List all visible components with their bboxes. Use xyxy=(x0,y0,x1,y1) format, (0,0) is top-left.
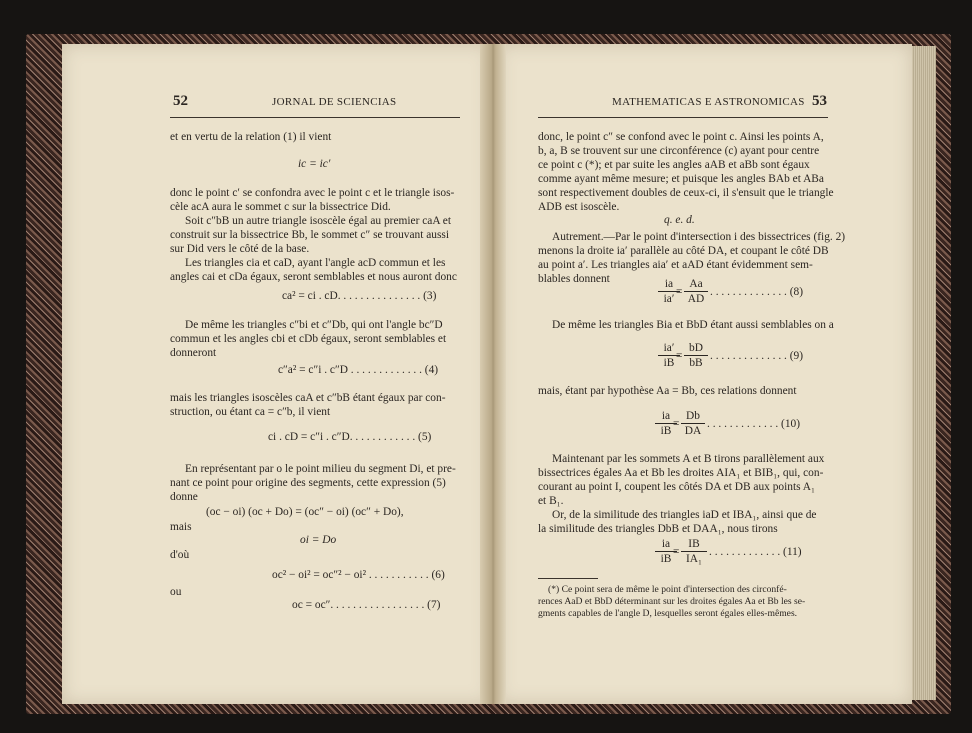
equation-5: ci . cD = c″i . c″D. . . . . . . . . . . . (5) xyxy=(268,431,432,443)
text-line: Maintenant par les sommets A et B tirons parallèlement aux xyxy=(552,453,825,465)
text-line: donc, le point c″ se confond avec le point c. Ainsi les points A, xyxy=(538,131,824,143)
text-line: menons la droite ia′ parallèle au côté DA, et coupant le côté DB xyxy=(538,245,829,257)
numerator: ia xyxy=(661,538,671,550)
text-line: struction, ou étant ca = c″b, il vient xyxy=(170,406,331,418)
fraction-11-right xyxy=(681,538,707,565)
text-line: ou xyxy=(170,586,182,598)
footnote-line: (*) Ce point sera de même le point d'intersection des circonfé- xyxy=(548,584,787,595)
text-line: et B₁. xyxy=(538,495,564,507)
right-header-rule xyxy=(538,117,828,118)
text-line: au point a′. Les triangles aia′ et aAD étant évidemment sem- xyxy=(538,259,813,271)
equals-sign: = xyxy=(676,350,683,362)
text-line: ADB est isoscèle. xyxy=(538,201,620,213)
equals-sign: = xyxy=(673,418,680,430)
numerator: ia xyxy=(664,278,674,290)
fraction-8-right xyxy=(684,278,708,305)
equals-sign: = xyxy=(673,546,680,558)
denominator: bB xyxy=(689,357,703,369)
text-line: d'où xyxy=(170,549,190,561)
numerator: Db xyxy=(686,410,700,422)
text-line: blables donnent xyxy=(538,273,610,285)
book-gutter xyxy=(480,44,506,704)
denominator: iB xyxy=(663,357,675,369)
text-line: sont respectivement doubles de ceux-ci, il s'ensuit que le triangle xyxy=(538,187,834,199)
denominator: IA₁ xyxy=(686,553,702,565)
left-page-number: 52 xyxy=(173,93,188,109)
left-header-rule xyxy=(170,117,460,118)
text-line: bissectrices égales Aa et Bb les droites AIA₁ et BIB₁, qui, con- xyxy=(538,467,824,479)
text-line: cèle acA aura le sommet c sur la bissectrice Did. xyxy=(170,201,391,213)
footnote-line: gments capables de l'angle D, lesquelles seront égales elles-mêmes. xyxy=(538,608,798,619)
text-line: De même les triangles Bia et BbD étant aussi semblables on a xyxy=(552,319,834,331)
text-line: mais les triangles isoscèles caA et c″bB étant égaux par con- xyxy=(170,392,446,404)
equation-5-expanded: (oc − oi) (oc + Do) = (oc″ − oi) (oc″ + Do), xyxy=(206,506,404,518)
equation: ic = ic′ xyxy=(298,158,331,170)
numerator: ia′ xyxy=(663,342,675,354)
denominator: iB xyxy=(660,553,672,565)
equation-4: c″a² = c″i . c″D . . . . . . . . . . . . . (4) xyxy=(278,364,439,376)
numerator: bD xyxy=(689,342,703,354)
equation: oi = Do xyxy=(300,534,337,546)
numerator: Aa xyxy=(689,278,703,290)
text-line: et en vertu de la relation (1) il vient xyxy=(170,131,332,143)
text-line: la similitude des triangles DbB et DAA₁, nous tirons xyxy=(538,523,778,535)
text-line: En représentant par o le point milieu du segment Di, et pre- xyxy=(185,463,456,475)
text-line: Or, de la similitude des triangles iaD et IBA₁, ainsi que de xyxy=(552,509,817,521)
text-line: sur Did vers le côté de la base. xyxy=(170,243,310,255)
numerator: ia xyxy=(661,410,671,422)
equation-9-tail: . . . . . . . . . . . . . . (9) xyxy=(710,350,804,362)
text-line: commun et les angles cbi et cDb égaux, seront semblables et xyxy=(170,333,447,345)
fraction-9-right xyxy=(684,342,708,369)
fraction-10-right xyxy=(681,410,705,437)
right-page-number: 53 xyxy=(812,93,827,109)
text-line: donc le point c′ se confondra avec le point c et le triangle isos- xyxy=(170,187,455,199)
denominator: ia′ xyxy=(663,293,675,305)
denominator: iB xyxy=(660,425,672,437)
denominator: AD xyxy=(687,293,705,305)
text-line: ce point c (*); et par suite les angles aAB et aBb sont égaux xyxy=(538,159,810,171)
text-line: Autrement.—Par le point d'intersection i des bissectrices (fig. 2) xyxy=(552,231,846,243)
text-line: nant ce point pour origine des segments, cette expression (5) xyxy=(170,477,446,489)
text-line: angles cai et cDa égaux, seront semblables et nous auront donc xyxy=(170,271,457,283)
page-edges xyxy=(912,46,936,700)
footnote-line: rences AaD et BbD déterminant sur les droites égales Aa et Bb les se- xyxy=(538,596,806,607)
footnote-rule xyxy=(538,578,598,579)
text-line: Les triangles cia et caD, ayant l'angle acD commun et les xyxy=(185,257,446,269)
equals-sign: = xyxy=(676,286,683,298)
denominator: DA xyxy=(684,425,702,437)
equation-6: oc² − oi² = oc″² − oi² . . . . . . . . . . . (6) xyxy=(272,569,445,581)
left-running-head: JORNAL DE SCIENCIAS xyxy=(272,96,397,108)
equation-11-tail: . . . . . . . . . . . . . (11) xyxy=(709,546,802,558)
text-line: mais xyxy=(170,521,192,533)
numerator: IB xyxy=(688,538,700,550)
equation-7: oc = oc″. . . . . . . . . . . . . . . . . (7) xyxy=(292,599,441,611)
equation-3: ca² = ci . cD. . . . . . . . . . . . . . . (3) xyxy=(282,290,437,302)
text-line: donneront xyxy=(170,347,217,359)
right-running-head: MATHEMATICAS E ASTRONOMICAS xyxy=(612,96,805,108)
text-line: comme ayant même mesure; et puisque les angles BAb et ABa xyxy=(538,173,824,185)
text-line: Soit c″bB un autre triangle isoscèle égal au premier caA et xyxy=(185,215,451,227)
equation-10-tail: . . . . . . . . . . . . . (10) xyxy=(707,418,801,430)
qed: q. e. d. xyxy=(664,214,695,226)
text-line: construit sur la bissectrice Bb, le sommet c″ se trouvant aussi xyxy=(170,229,450,241)
text-line: courant au point I, coupent les côtés DA et DB aux points A₁ xyxy=(538,481,815,493)
equation-8-tail: . . . . . . . . . . . . . . (8) xyxy=(710,286,804,298)
text-line: De même les triangles c″bi et c″Db, qui ont l'angle bc″D xyxy=(185,319,443,331)
text-line: b, a, B se trouvent sur une circonférence (c) ayant pour centre xyxy=(538,145,820,157)
text-line: mais, étant par hypothèse Aa = Bb, ces relations donnent xyxy=(538,385,797,397)
text-line: donne xyxy=(170,491,198,503)
